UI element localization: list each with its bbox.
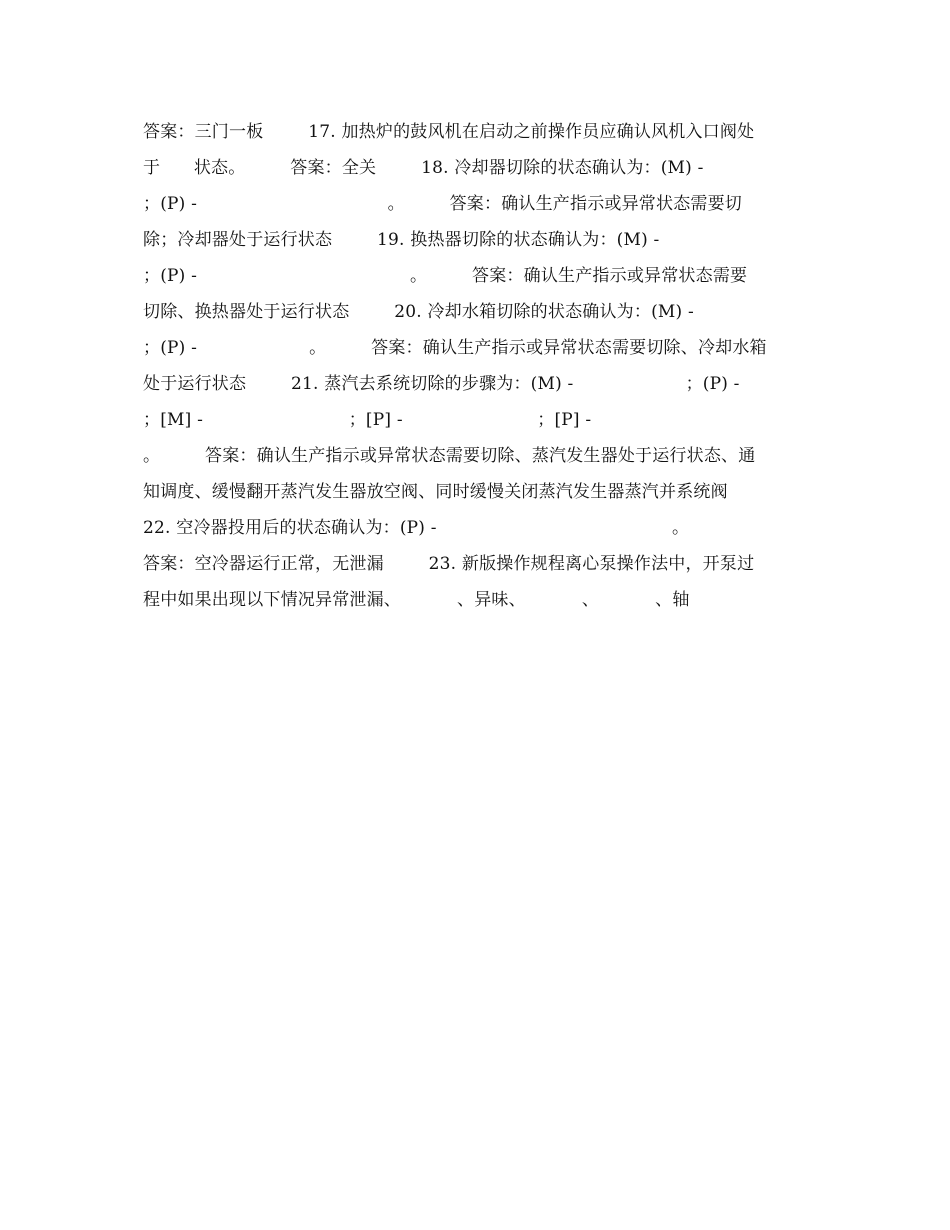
text-line-8: 处于运行状态 21. 蒸汽去系统切除的步骤为：(M) - ；(P) - [143, 374, 740, 394]
text-line-6: 切除、换热器处于运行状态 20. 冷却水箱切除的状态确认为：(M) - [143, 302, 694, 322]
text-line-14: 程中如果出现以下情况异常泄漏、 、异味、 、 、轴 [143, 590, 690, 610]
text-line-10: 。 答案：确认生产指示或异常状态需要切除、蒸汽发生器处于运行状态、通 [143, 446, 756, 466]
text-line-2: 于 状态。 答案：全关 18. 冷却器切除的状态确认为：(M) - [143, 158, 704, 178]
text-line-13: 答案：空冷器运行正常，无泄漏 23. 新版操作规程离心泵操作法中，开泵过 [143, 554, 755, 574]
text-line-12: 22. 空冷器投用后的状态确认为：(P) - 。 [143, 518, 690, 538]
text-line-3: ；(P) - 。 答案：确认生产指示或异常状态需要切 [143, 194, 743, 214]
text-line-9: ；[M] - ；[P] - ；[P] - [143, 410, 592, 430]
text-line-1: 答案：三门一板 17. 加热炉的鼓风机在启动之前操作员应确认风机入口阀处 [143, 122, 755, 142]
text-line-7: ；(P) - 。 答案：确认生产指示或异常状态需要切除、冷却水箱 [143, 338, 767, 358]
text-line-4: 除；冷却器处于运行状态 19. 换热器切除的状态确认为：(M) - [143, 230, 660, 250]
text-line-5: ；(P) - 。 答案：确认生产指示或异常状态需要 [143, 266, 748, 286]
text-line-11: 知调度、缓慢翻开蒸汽发生器放空阀、同时缓慢关闭蒸汽发生器蒸汽并系统阀 [143, 482, 728, 502]
